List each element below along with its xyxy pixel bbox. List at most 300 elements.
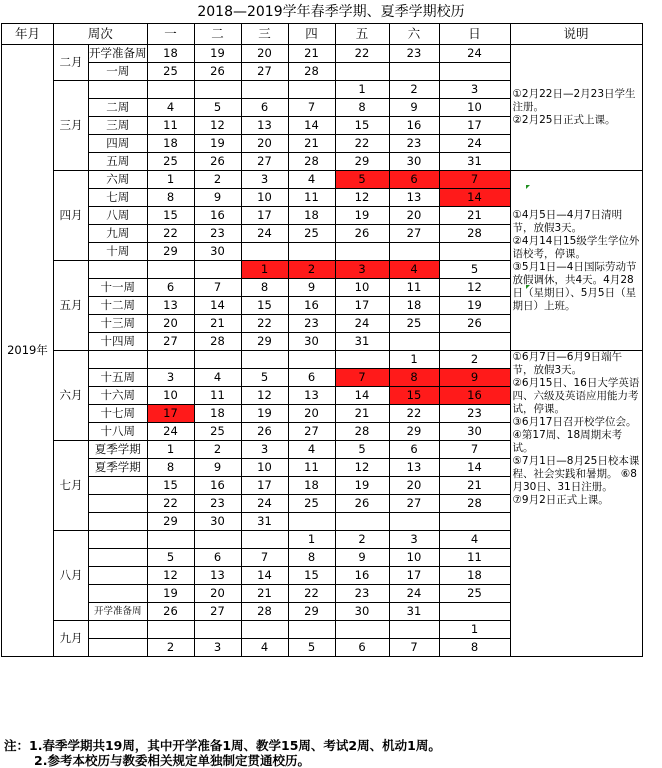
day-cell: 1: [288, 531, 335, 549]
day-cell: 2: [194, 171, 241, 189]
day-cell: 27: [147, 333, 194, 351]
day-cell: 6: [147, 279, 194, 297]
day-cell: 26: [335, 225, 389, 243]
day-cell: 9: [335, 549, 389, 567]
day-cell: 28: [335, 423, 389, 441]
day-cell: 28: [439, 225, 510, 243]
day-cell: 11: [288, 189, 335, 207]
day-cell: 21: [439, 207, 510, 225]
day-cell: [389, 621, 439, 639]
school-calendar-table: [1, 23, 643, 657]
note-line: ②6月15日、16日大学英语四、六级及英语应用能力考试，停课。: [512, 377, 640, 415]
day-cell: 8: [241, 279, 288, 297]
day-cell: [288, 243, 335, 261]
day-cell: [241, 531, 288, 549]
week-label: [89, 531, 148, 549]
day-cell: 1: [147, 441, 194, 459]
day-cell: 24: [439, 45, 510, 63]
week-row: [2, 171, 643, 189]
day-cell: 26: [147, 603, 194, 621]
year-label: 2019年: [2, 45, 54, 657]
day-cell: 16: [194, 477, 241, 495]
day-cell: 31: [389, 603, 439, 621]
week-label: [89, 585, 148, 603]
day-cell: 26: [439, 315, 510, 333]
day-cell: 8: [288, 549, 335, 567]
day-cell: 27: [389, 225, 439, 243]
day-cell: [389, 513, 439, 531]
day-cell: 22: [335, 45, 389, 63]
day-cell: 1: [439, 621, 510, 639]
day-cell: 3: [147, 369, 194, 387]
week-label: 开学准备周: [89, 603, 148, 621]
note-line: ⑤7月1日—8月25日校本课程、社会实践和暑期。 ⑥8月30日、31日注册。: [512, 455, 640, 493]
day-cell: 27: [194, 603, 241, 621]
day-cell: 24: [241, 495, 288, 513]
day-cell: 18: [439, 567, 510, 585]
day-cell: 19: [194, 135, 241, 153]
day-cell: [335, 63, 389, 81]
day-cell: 10: [241, 459, 288, 477]
day-cell: 18: [288, 477, 335, 495]
day-cell: 16: [288, 297, 335, 315]
day-cell: 3: [241, 441, 288, 459]
day-cell: 25: [147, 63, 194, 81]
day-cell: 19: [335, 207, 389, 225]
day-cell: 1: [389, 351, 439, 369]
day-cell: 14: [439, 459, 510, 477]
holiday-day-cell: 7: [439, 171, 510, 189]
day-cell: [241, 351, 288, 369]
day-cell: 16: [335, 567, 389, 585]
day-cell: [194, 531, 241, 549]
holiday-day-cell: 15: [389, 387, 439, 405]
day-cell: 30: [335, 603, 389, 621]
day-cell: 30: [439, 423, 510, 441]
day-cell: [389, 63, 439, 81]
day-cell: 9: [194, 189, 241, 207]
day-cell: 28: [288, 153, 335, 171]
day-cell: 5: [241, 369, 288, 387]
day-cell: [147, 261, 194, 279]
week-label: [89, 81, 148, 99]
day-cell: 23: [194, 495, 241, 513]
week-label: [89, 621, 148, 639]
day-cell: 4: [241, 639, 288, 657]
note-cell: [510, 171, 642, 351]
day-cell: 26: [335, 495, 389, 513]
day-cell: [194, 261, 241, 279]
footer-note-2: 2.参考本校历与教委相关规定单独制定贯通校历。: [34, 753, 310, 768]
day-cell: 11: [288, 459, 335, 477]
day-cell: 30: [194, 513, 241, 531]
month-label: 六月: [54, 351, 89, 441]
day-cell: 16: [389, 117, 439, 135]
day-cell: 24: [147, 423, 194, 441]
holiday-day-cell: 6: [389, 171, 439, 189]
day-cell: 6: [389, 441, 439, 459]
day-cell: 5: [439, 261, 510, 279]
day-cell: 22: [147, 225, 194, 243]
day-cell: 12: [194, 117, 241, 135]
day-cell: [288, 81, 335, 99]
holiday-day-cell: 8: [389, 369, 439, 387]
week-label: [89, 639, 148, 657]
week-label: 十八周: [89, 423, 148, 441]
day-cell: 29: [288, 603, 335, 621]
day-cell: [389, 333, 439, 351]
day-cell: 19: [335, 477, 389, 495]
day-cell: 20: [241, 45, 288, 63]
day-cell: 3: [389, 531, 439, 549]
day-cell: 4: [194, 369, 241, 387]
holiday-day-cell: 7: [335, 369, 389, 387]
day-cell: 6: [288, 369, 335, 387]
day-cell: 29: [147, 243, 194, 261]
day-cell: 23: [389, 135, 439, 153]
note-line: ③5月1日—4日国际劳动节放假调休，共4天。4月28日（星期日）、5月5日（星期日）上班。: [512, 260, 637, 312]
day-cell: 15: [147, 207, 194, 225]
month-label: 四月: [54, 171, 89, 261]
day-cell: [147, 81, 194, 99]
day-cell: 24: [389, 585, 439, 603]
day-cell: 11: [389, 279, 439, 297]
day-cell: 21: [194, 315, 241, 333]
day-cell: 11: [194, 387, 241, 405]
week-label: 七周: [89, 189, 148, 207]
day-cell: 19: [194, 45, 241, 63]
day-cell: 1: [335, 81, 389, 99]
day-cell: 2: [147, 639, 194, 657]
day-cell: 17: [241, 477, 288, 495]
day-cell: 4: [147, 99, 194, 117]
day-cell: 28: [194, 333, 241, 351]
day-cell: 15: [241, 297, 288, 315]
day-cell: 14: [335, 387, 389, 405]
day-cell: 5: [147, 549, 194, 567]
day-cell: 14: [194, 297, 241, 315]
note-line: ②2月25日正式上课。: [512, 114, 616, 126]
footer-note-1: 注：1.春季学期共19周，其中开学准备1周、教学15周、考试2周、机动1周。: [4, 738, 441, 753]
day-cell: 2: [194, 441, 241, 459]
day-cell: 5: [288, 639, 335, 657]
note-line: ⑦9月2日正式上课。: [512, 494, 609, 506]
week-label: [89, 261, 148, 279]
day-cell: 15: [147, 477, 194, 495]
day-cell: 10: [439, 99, 510, 117]
day-cell: 9: [194, 459, 241, 477]
day-cell: 25: [288, 225, 335, 243]
day-cell: 2: [389, 81, 439, 99]
month-label: 五月: [54, 261, 89, 351]
day-cell: 11: [439, 549, 510, 567]
day-cell: 17: [241, 207, 288, 225]
day-cell: [288, 621, 335, 639]
day-cell: 22: [147, 495, 194, 513]
week-label: 夏季学期: [89, 459, 148, 477]
day-cell: 27: [241, 153, 288, 171]
day-cell: 18: [389, 297, 439, 315]
day-cell: 28: [241, 603, 288, 621]
day-cell: 29: [335, 153, 389, 171]
column-header: 一: [147, 24, 194, 45]
day-cell: 22: [288, 585, 335, 603]
holiday-day-cell: 4: [389, 261, 439, 279]
week-label: 一周: [89, 63, 148, 81]
day-cell: 20: [288, 405, 335, 423]
day-cell: 23: [389, 45, 439, 63]
day-cell: 25: [194, 423, 241, 441]
column-header: 二: [194, 24, 241, 45]
day-cell: 3: [241, 171, 288, 189]
day-cell: 13: [194, 567, 241, 585]
week-label: [89, 351, 148, 369]
day-cell: 1: [147, 171, 194, 189]
day-cell: 2: [335, 531, 389, 549]
day-cell: 10: [147, 387, 194, 405]
day-cell: 9: [389, 99, 439, 117]
week-label: [89, 477, 148, 495]
column-header: 六: [389, 24, 439, 45]
holiday-day-cell: 16: [439, 387, 510, 405]
week-label: 十三周: [89, 315, 148, 333]
week-label: 八周: [89, 207, 148, 225]
day-cell: 17: [335, 297, 389, 315]
week-label: 十四周: [89, 333, 148, 351]
week-label: 十周: [89, 243, 148, 261]
day-cell: 7: [288, 99, 335, 117]
day-cell: [439, 333, 510, 351]
day-cell: 7: [439, 441, 510, 459]
week-label: 九周: [89, 225, 148, 243]
day-cell: 25: [147, 153, 194, 171]
day-cell: 17: [389, 567, 439, 585]
day-cell: 15: [335, 117, 389, 135]
day-cell: 4: [439, 531, 510, 549]
day-cell: 20: [147, 315, 194, 333]
day-cell: [194, 621, 241, 639]
column-header: 五: [335, 24, 389, 45]
day-cell: [241, 621, 288, 639]
day-cell: 18: [194, 405, 241, 423]
day-cell: 27: [389, 495, 439, 513]
week-row: [2, 45, 643, 63]
month-label: 七月: [54, 441, 89, 531]
day-cell: [335, 513, 389, 531]
week-label: 三周: [89, 117, 148, 135]
week-label: 十七周: [89, 405, 148, 423]
day-cell: 21: [439, 477, 510, 495]
day-cell: [389, 243, 439, 261]
day-cell: 25: [389, 315, 439, 333]
day-cell: 20: [389, 477, 439, 495]
day-cell: 12: [241, 387, 288, 405]
column-header: 年月: [2, 24, 54, 45]
comment-marker: [526, 285, 530, 289]
note-line: ②4月14日15级学生学位外语校考，停课。: [512, 234, 640, 260]
month-label: 二月: [54, 45, 89, 81]
day-cell: 27: [241, 63, 288, 81]
note-cell: [510, 351, 642, 657]
day-cell: 30: [389, 153, 439, 171]
column-header: 三: [241, 24, 288, 45]
day-cell: 31: [335, 333, 389, 351]
week-label: [89, 549, 148, 567]
day-cell: 22: [241, 315, 288, 333]
day-cell: 3: [439, 81, 510, 99]
calendar-title: 2018—2019学年春季学期、夏季学期校历: [197, 4, 465, 20]
column-header: 周次: [54, 24, 148, 45]
day-cell: 4: [288, 171, 335, 189]
week-label: [89, 513, 148, 531]
day-cell: 28: [439, 495, 510, 513]
day-cell: [335, 243, 389, 261]
day-cell: 13: [147, 297, 194, 315]
holiday-day-cell: 2: [288, 261, 335, 279]
day-cell: 3: [194, 639, 241, 657]
comment-marker: [526, 185, 530, 189]
week-row: [2, 351, 643, 369]
day-cell: 5: [194, 99, 241, 117]
day-cell: [335, 621, 389, 639]
holiday-day-cell: 9: [439, 369, 510, 387]
day-cell: 8: [147, 459, 194, 477]
week-label: 十一周: [89, 279, 148, 297]
day-cell: 31: [439, 153, 510, 171]
day-cell: 23: [439, 405, 510, 423]
day-cell: 7: [389, 639, 439, 657]
week-label: [89, 567, 148, 585]
day-cell: 10: [389, 549, 439, 567]
day-cell: [335, 351, 389, 369]
day-cell: 20: [194, 585, 241, 603]
day-cell: 23: [335, 585, 389, 603]
day-cell: 12: [335, 459, 389, 477]
holiday-day-cell: 5: [335, 171, 389, 189]
day-cell: 23: [194, 225, 241, 243]
note-line: ①6月7日—6月9日端午节，放假3天。: [512, 351, 623, 376]
day-cell: 8: [439, 639, 510, 657]
day-cell: 13: [241, 117, 288, 135]
day-cell: [439, 603, 510, 621]
day-cell: 21: [288, 45, 335, 63]
header-row: [2, 24, 643, 45]
month-label: 九月: [54, 621, 89, 657]
week-label: 十六周: [89, 387, 148, 405]
day-cell: 12: [147, 567, 194, 585]
day-cell: 29: [147, 513, 194, 531]
day-cell: 7: [241, 549, 288, 567]
day-cell: 4: [288, 441, 335, 459]
day-cell: 17: [439, 117, 510, 135]
day-cell: 19: [147, 585, 194, 603]
day-cell: 23: [288, 315, 335, 333]
holiday-day-cell: 14: [439, 189, 510, 207]
day-cell: 27: [288, 423, 335, 441]
day-cell: 10: [335, 279, 389, 297]
day-cell: 22: [335, 135, 389, 153]
column-header: 四: [288, 24, 335, 45]
day-cell: 19: [439, 297, 510, 315]
day-cell: 30: [288, 333, 335, 351]
holiday-day-cell: 1: [241, 261, 288, 279]
week-label: [89, 495, 148, 513]
day-cell: [439, 513, 510, 531]
day-cell: 8: [335, 99, 389, 117]
day-cell: [241, 81, 288, 99]
holiday-day-cell: 3: [335, 261, 389, 279]
day-cell: 12: [335, 189, 389, 207]
day-cell: 24: [439, 135, 510, 153]
day-cell: 21: [288, 135, 335, 153]
day-cell: [439, 63, 510, 81]
day-cell: [241, 243, 288, 261]
day-cell: 12: [439, 279, 510, 297]
day-cell: 9: [288, 279, 335, 297]
day-cell: 30: [194, 243, 241, 261]
day-cell: 6: [241, 99, 288, 117]
day-cell: 7: [194, 279, 241, 297]
day-cell: 5: [335, 441, 389, 459]
day-cell: 13: [389, 189, 439, 207]
week-label: 十二周: [89, 297, 148, 315]
day-cell: 15: [288, 567, 335, 585]
day-cell: [194, 81, 241, 99]
week-label: 六周: [89, 171, 148, 189]
day-cell: [147, 531, 194, 549]
day-cell: 18: [147, 45, 194, 63]
day-cell: 26: [194, 153, 241, 171]
month-label: 八月: [54, 531, 89, 621]
month-label: 三月: [54, 81, 89, 171]
day-cell: 8: [147, 189, 194, 207]
day-cell: 24: [241, 225, 288, 243]
note-line: ①4月5日—4月7日清明节，放假3天。: [512, 208, 623, 234]
day-cell: [147, 351, 194, 369]
day-cell: 10: [241, 189, 288, 207]
day-cell: 19: [241, 405, 288, 423]
day-cell: 13: [389, 459, 439, 477]
note-cell: [510, 45, 642, 171]
note-line: ①2月22日—2月23日学生注册。: [512, 88, 636, 113]
week-label: 夏季学期: [89, 441, 148, 459]
day-cell: 16: [194, 207, 241, 225]
day-cell: 26: [241, 423, 288, 441]
day-cell: 13: [288, 387, 335, 405]
day-cell: 29: [241, 333, 288, 351]
week-label: 十五周: [89, 369, 148, 387]
day-cell: 21: [241, 585, 288, 603]
week-label: 五周: [89, 153, 148, 171]
week-label: 二周: [89, 99, 148, 117]
column-header: 日: [439, 24, 510, 45]
column-header: 说明: [510, 24, 642, 45]
day-cell: 21: [335, 405, 389, 423]
day-cell: [439, 243, 510, 261]
day-cell: 6: [335, 639, 389, 657]
day-cell: [194, 351, 241, 369]
day-cell: 24: [335, 315, 389, 333]
day-cell: 2: [439, 351, 510, 369]
day-cell: 20: [241, 135, 288, 153]
day-cell: 18: [147, 135, 194, 153]
day-cell: [147, 621, 194, 639]
day-cell: 6: [194, 549, 241, 567]
day-cell: 25: [439, 585, 510, 603]
day-cell: [288, 513, 335, 531]
day-cell: 20: [389, 207, 439, 225]
week-label: 开学准备周: [89, 45, 148, 63]
